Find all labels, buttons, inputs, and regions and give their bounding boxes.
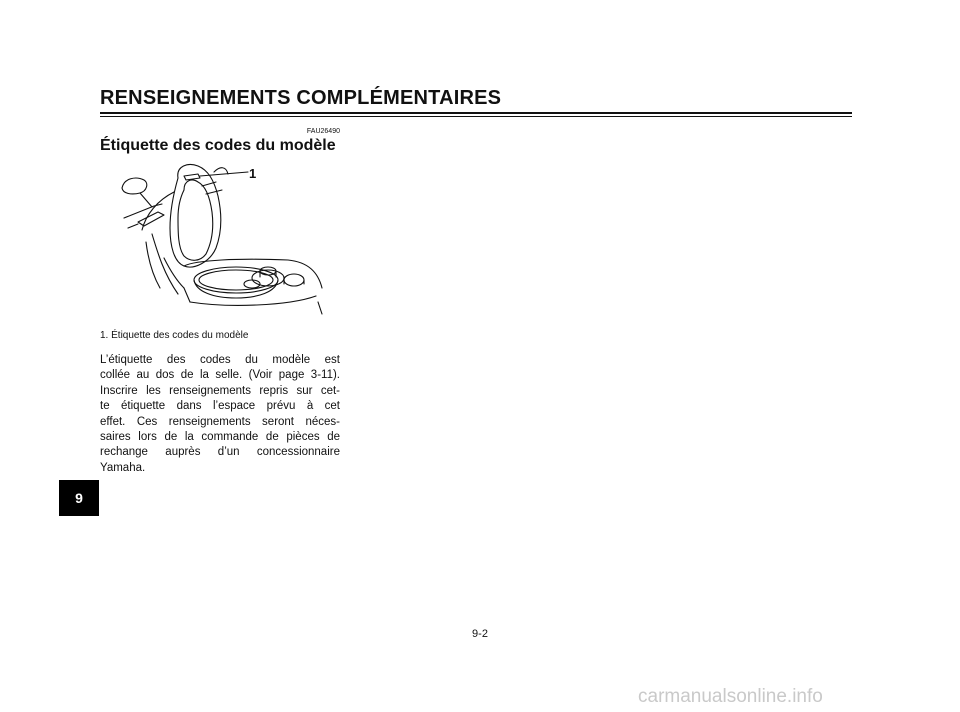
watermark-text: carmanualsonline.info: [638, 686, 823, 707]
body-line: Inscrire les renseignements repris sur cet-: [100, 384, 340, 397]
header-rule-thick: [100, 112, 852, 114]
figure-callout-number: 1: [249, 166, 257, 181]
body-line: L’étiquette des codes du modèle est: [100, 354, 340, 366]
body-line: rechange auprès d’un concessionnaire: [100, 446, 340, 459]
figure-caption: 1. Étiquette des codes du modèle: [100, 330, 249, 341]
header-rule-thin: [100, 116, 852, 117]
scooter-seat-illustration: [118, 162, 326, 318]
body-line: saires lors de la commande de pièces de: [100, 431, 340, 444]
body-line: te étiquette dans l’espace prévu à cet: [100, 400, 340, 413]
section-title: Étiquette des codes du modèle: [100, 137, 336, 154]
chapter-tab: 9: [59, 480, 99, 516]
body-line: effet. Ces renseignements seront néces-: [100, 415, 340, 428]
body-line: collée au dos de la selle. (Voir page 3-11).: [100, 369, 340, 382]
page-header-title: RENSEIGNEMENTS COMPLÉMENTAIRES: [100, 87, 502, 109]
body-line: Yamaha.: [100, 461, 146, 474]
section-reference-code: FAU26490: [306, 128, 340, 135]
body-paragraph: [100, 353, 340, 476]
page-number: 9-2: [472, 628, 488, 640]
